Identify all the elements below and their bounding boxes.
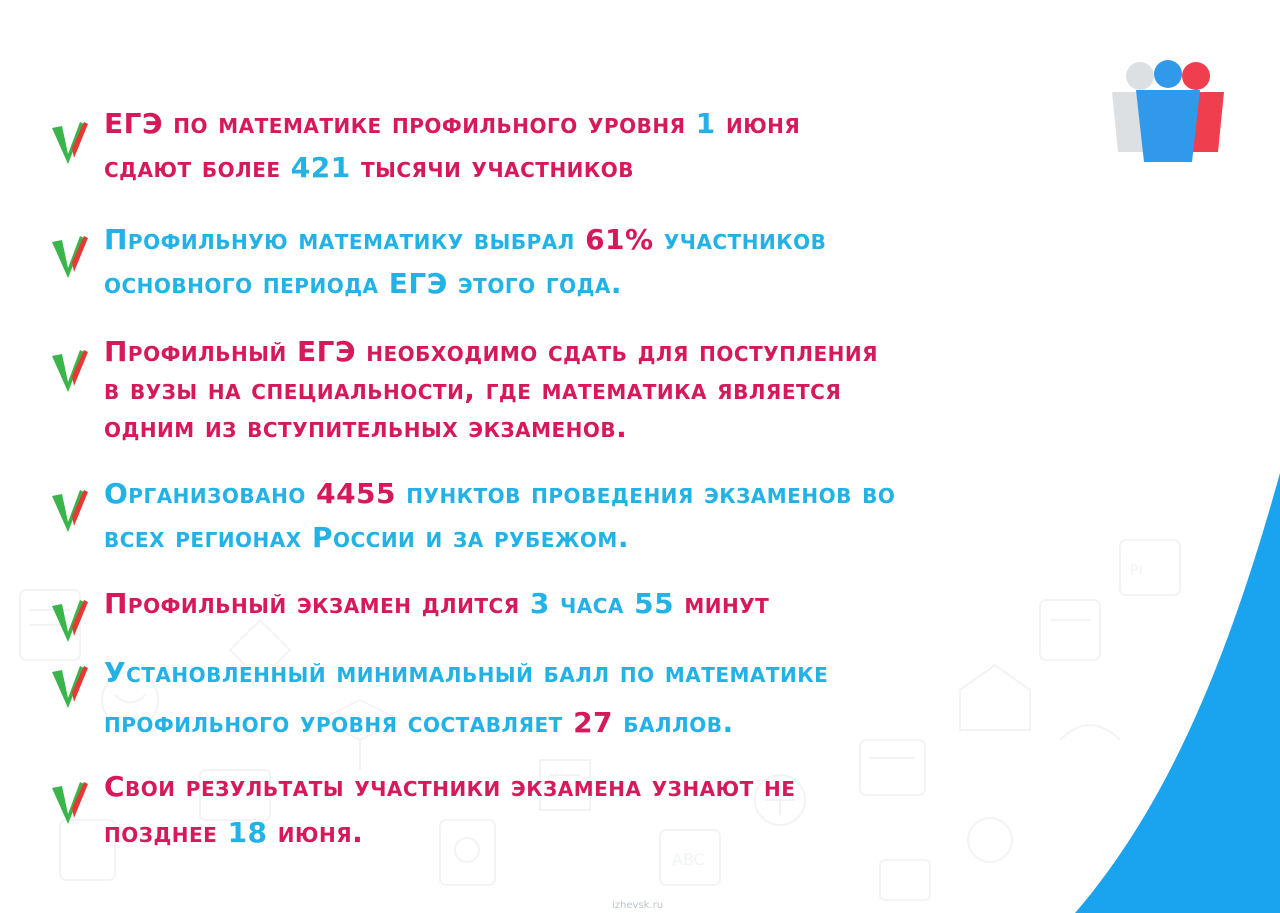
highlight-segment: основного периода ЕГЭ этого года. bbox=[104, 267, 622, 300]
watermark: izhevsk.ru bbox=[612, 900, 664, 911]
highlight-segment: пунктов проведения экзаменов во bbox=[396, 477, 896, 510]
text-segment: июня. bbox=[267, 816, 364, 849]
text-segment: сдают более bbox=[104, 151, 291, 184]
svg-text:ABC: ABC bbox=[672, 850, 705, 869]
fact-text bbox=[104, 102, 800, 190]
people-logo-icon bbox=[1106, 58, 1230, 168]
text-segment: 27 bbox=[573, 706, 614, 739]
text-segment: в вузы на специальности, где математика является bbox=[104, 373, 842, 406]
fact-text bbox=[104, 764, 795, 856]
check-mark-icon bbox=[50, 118, 90, 168]
highlight-segment: 1 bbox=[695, 107, 716, 140]
fact-text bbox=[104, 333, 878, 447]
fact-text bbox=[104, 582, 769, 626]
text-segment: 61% bbox=[585, 223, 654, 256]
fact-line bbox=[104, 218, 826, 262]
highlight-segment: Установленный минимальный балл по математике bbox=[104, 656, 829, 689]
highlight-segment: 55 bbox=[634, 587, 675, 620]
fact-line bbox=[104, 698, 828, 748]
fact-line bbox=[104, 648, 828, 698]
highlight-segment: Профильную математику выбрал bbox=[104, 223, 586, 256]
fact-line bbox=[104, 102, 800, 146]
highlight-segment: 18 bbox=[227, 816, 268, 849]
highlight-segment: часа bbox=[549, 587, 635, 620]
text-segment: 4455 bbox=[316, 477, 397, 510]
fact-line bbox=[104, 333, 878, 371]
check-mark-icon bbox=[50, 346, 90, 396]
fact-line bbox=[104, 516, 895, 560]
highlight-segment: всех регионах России и за рубежом. bbox=[104, 521, 629, 554]
fact-text bbox=[104, 648, 828, 748]
text-segment: июня bbox=[715, 107, 801, 140]
text-segment: Профильный экзамен длится bbox=[104, 587, 530, 620]
text-segment: тысячи участников bbox=[350, 151, 635, 184]
highlight-segment: Организовано bbox=[104, 477, 317, 510]
fact-line bbox=[104, 472, 895, 516]
text-segment: минут bbox=[674, 587, 770, 620]
highlight-segment: 421 bbox=[290, 151, 351, 184]
fact-line bbox=[104, 146, 800, 190]
fact-line bbox=[104, 262, 826, 306]
fact-line bbox=[104, 409, 878, 447]
text-segment: одним из вступительных экзаменов. bbox=[104, 411, 628, 444]
svg-text:PI: PI bbox=[1130, 563, 1143, 579]
fact-line bbox=[104, 810, 795, 856]
fact-text bbox=[104, 218, 826, 306]
highlight-segment: участников bbox=[653, 223, 827, 256]
fact-line bbox=[104, 371, 878, 409]
highlight-segment: баллов. bbox=[613, 706, 734, 739]
check-mark-icon bbox=[50, 662, 90, 712]
fact-line bbox=[104, 582, 769, 626]
fact-text bbox=[104, 472, 895, 560]
highlight-segment: 3 bbox=[529, 587, 550, 620]
check-mark-icon bbox=[50, 596, 90, 646]
highlight-segment: профильного уровня составляет bbox=[104, 706, 574, 739]
corner-wave bbox=[980, 473, 1280, 913]
check-mark-icon bbox=[50, 232, 90, 282]
text-segment: Профильный ЕГЭ необходимо сдать для поступления bbox=[104, 335, 879, 368]
text-segment: позднее bbox=[104, 816, 228, 849]
check-mark-icon bbox=[50, 778, 90, 828]
fact-line bbox=[104, 764, 795, 810]
text-segment: Свои результаты участники экзамена узнают не bbox=[104, 770, 796, 803]
check-mark-icon bbox=[50, 486, 90, 536]
text-segment: ЕГЭ по математике профильного уровня bbox=[104, 107, 696, 140]
